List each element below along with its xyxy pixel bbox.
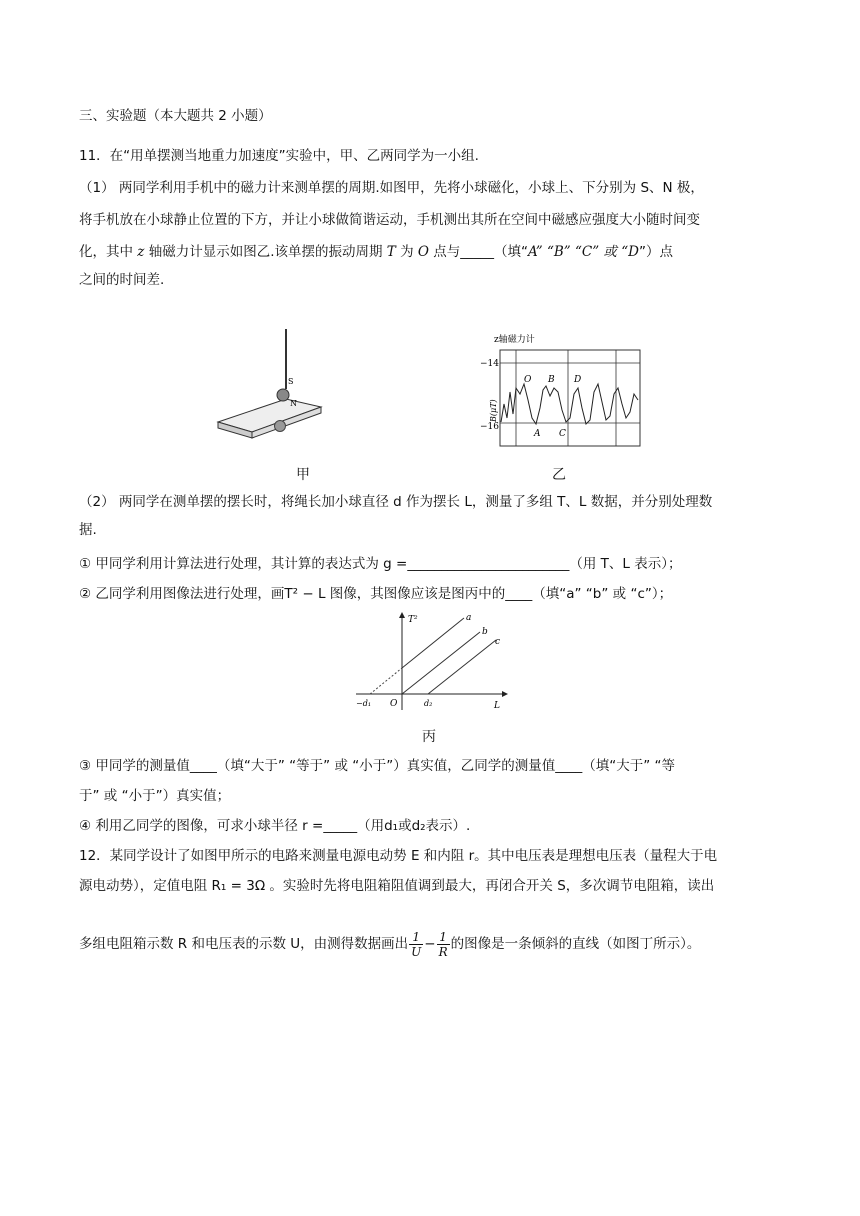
text-seg: 的图像是一条倾斜的直线（如图丁所示）。 (450, 936, 701, 952)
q11-part2-item4: ④ 利用乙同学的图像，可求小球半径 r =_____（用d₁或d₂表示）. (79, 818, 471, 834)
q11-part1-line4: 之间的时间差. (79, 272, 165, 288)
section-title: 三、实验题（本大题共 2 小题） (79, 108, 272, 124)
label-line-b: b (482, 627, 488, 637)
label-D: D (574, 375, 582, 385)
plot-frame (500, 350, 640, 446)
var-T: T (386, 244, 396, 260)
figure-jia-pendulum (210, 325, 330, 445)
label-s: S (288, 377, 294, 386)
q12-line3 (79, 928, 800, 962)
label-n: N (290, 399, 297, 408)
frac-den: R (438, 944, 448, 959)
text-seg: 多组电阻箱示数 R 和电压表的示数 U，由测得数据画出 (79, 936, 409, 952)
y-tick-top: −14 (480, 359, 499, 369)
ball-reflection (275, 421, 286, 432)
caption-jia: 甲 (296, 467, 310, 483)
line-a (402, 618, 464, 668)
var-O: O (417, 244, 429, 260)
var-z: z (137, 244, 145, 260)
magnetometer-title: z轴磁力计 (494, 335, 535, 345)
text-seg: 化，其中 (79, 244, 138, 260)
tick-d2: d₂ (424, 699, 433, 708)
q11-part1-line3 (79, 242, 800, 262)
q11-stem: 11．在“用单摆测当地重力加速度”实验中，甲、乙两同学为一小组. (79, 148, 479, 164)
text-seg: 轴磁力计显示如图乙.该单摆的振动周期 (144, 244, 387, 260)
text-seg: ”）点 (638, 244, 673, 260)
text-seg: 为 (395, 244, 418, 260)
q11-part2-item2: ② 乙同学利用图像法进行处理，画T² − L 图像，其图像应该是图丙中的____（填“a” “b” 或 “c”）； (79, 586, 673, 602)
text-seg: 点与_____（填“ (428, 244, 529, 260)
figure-bing-graph (352, 610, 512, 716)
line-b (402, 632, 480, 694)
fraction-1-over-u (409, 930, 423, 959)
q12-line1: 12．某同学设计了如图甲所示的电路来测量电源电动势 E 和内阻 r。其中电压表是理想电压表（量程大于电 (79, 848, 718, 864)
x-axis-arrow (502, 691, 508, 697)
y-tick-bottom: −16 (480, 422, 499, 432)
frac-num: 1 (409, 930, 423, 945)
label-line-c: c (495, 637, 501, 647)
caption-bing: 丙 (422, 729, 436, 745)
options-abcd: A” “B” “C” 或 “D (528, 244, 639, 260)
caption-yi: 乙 (552, 467, 566, 483)
tick-neg-d1: −d₁ (356, 699, 372, 708)
line-a-extension (370, 668, 402, 694)
q11-part1-line1: （1） 两同学利用手机中的磁力计来测单摆的周期.如图甲，先将小球磁化，小球上、下分别为 S、N 极， (79, 180, 704, 196)
q11-part1-line2: 将手机放在小球静止位置的下方，并让小球做简谐运动，手机测出其所在空间中磁感应强度大小随时间变 (79, 212, 700, 228)
minus-sign: − (424, 936, 436, 952)
q11-part2-item1: ① 甲同学利用计算法进行处理，其计算的表达式为 g =________________________（用 T、L 表示）； (79, 556, 682, 572)
q11-part2-item3-line2: 于” 或 “小于”）真实值； (79, 788, 231, 804)
label-A: A (534, 429, 541, 439)
magnetometer-trace (501, 384, 638, 424)
y-axis-arrow (399, 612, 405, 618)
fraction-1-over-r (437, 930, 450, 959)
y-axis-label: B(μT) (489, 399, 498, 422)
q11-part2-line2: 据. (79, 522, 97, 538)
x-axis-label: L (494, 701, 500, 711)
q12-line2: 源电动势），定值电阻 R₁ = 3Ω 。实验时先将电阻箱阻值调到最大，再闭合开关 S，多次调节电阻箱，读出 (79, 878, 715, 894)
q11-part2-line1: （2） 两同学在测单摆的摆长时，将绳长加小球直径 d 作为摆长 L，测量了多组 T、L 数据，并分别处理数 (79, 494, 713, 510)
origin-label: O (390, 699, 398, 709)
label-B: B (548, 375, 555, 385)
q11-part2-item3-line1: ③ 甲同学的测量值____（填“大于” “等于” 或 “小于”）真实值，乙同学的测量值____（填“大于” “等 (79, 758, 676, 774)
line-c (428, 640, 496, 694)
frac-den: U (411, 944, 422, 959)
label-C: C (559, 429, 566, 439)
y-axis-label: T² (408, 615, 418, 625)
magnet-ball (277, 389, 289, 401)
label-line-a: a (466, 613, 472, 623)
frac-num: 1 (437, 930, 450, 945)
figure-yi-magnetometer (470, 330, 650, 450)
label-O: O (524, 375, 532, 385)
